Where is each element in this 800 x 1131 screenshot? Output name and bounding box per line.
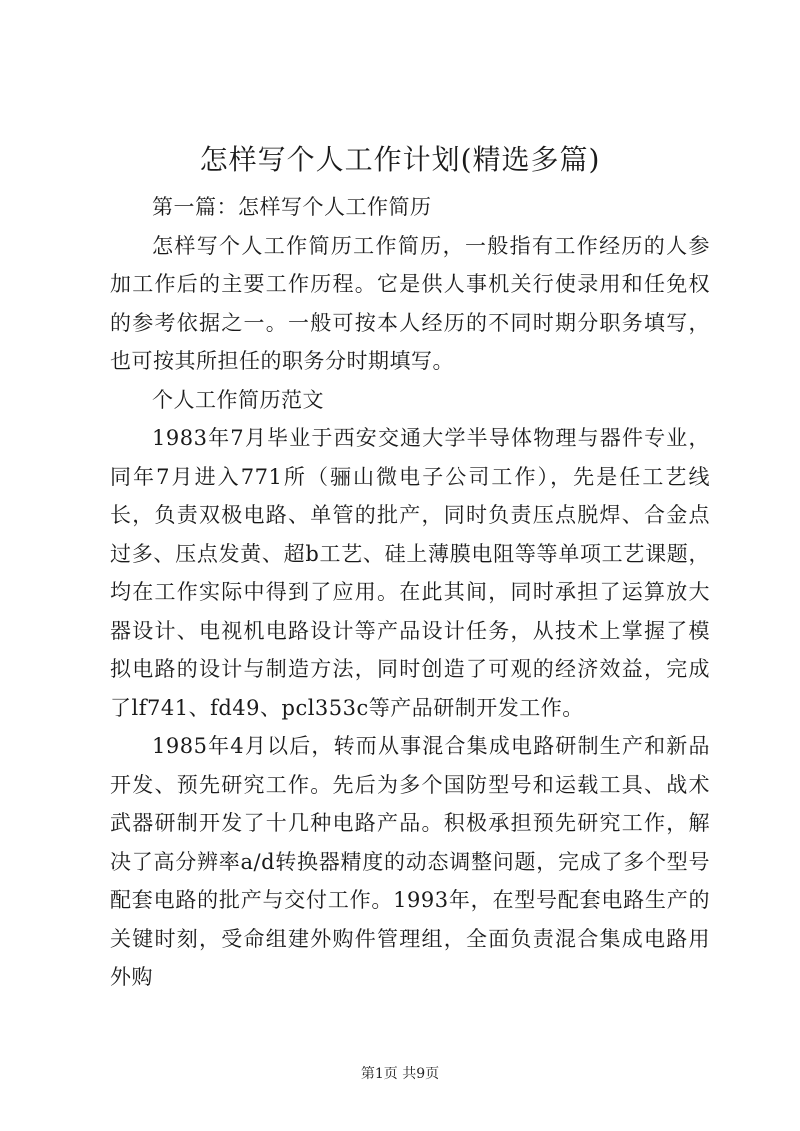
subheading: 个人工作简历范文 [152, 387, 324, 412]
paragraph: 怎样写个人工作简历工作简历，一般指有工作经历的人参加工作后的主要工作历程。它是供人事机关行使录用和任免权的参考依据之一。一般可按本人经历的不同时期分职务填写，也可按其所担任的职务分时期填写。 [110, 233, 710, 373]
page-footer: 第1页 共9页 [360, 1066, 440, 1082]
paragraph: 1985年4月以后，转而从事混合集成电路研制生产和新品开发、预先研究工作。先后为多个国防型号和运载工具、战术武器研制开发了十几种电路产品。积极承担预先研究工作，解决了高分辨率a/d转换器精度的动态调整问题，完成了多个型号配套电路的批产与交付工作。1993年，在型号配套电路生产的关键时刻，受命组建外购件管理组，全面负责混合集成电路用外购 [110, 734, 710, 989]
document-title: 怎样写个人工作计划(精选多篇) [199, 143, 601, 176]
paragraph: 1983年7月毕业于西安交通大学半导体物理与器件专业，同年7月进入771所（骊山微电子公司工作），先是任工艺线长，负责双极电路、单管的批产，同时负责压点脱焊、合金点过多、压点发黄、超b工艺、硅上薄膜电阻等等单项工艺课题，均在工作实际中得到了应用。在此其间，同时承担了运算放大器设计、电视机电路设计等产品设计任务，从技术上掌握了模拟电路的设计与制造方法，同时创造了可观的经济效益，完成了lf741、fd49、pcl353c等产品研制开发工作。 [110, 426, 710, 720]
document-body [110, 188, 710, 997]
section-heading: 第一篇：怎样写个人工作简历 [152, 195, 432, 219]
